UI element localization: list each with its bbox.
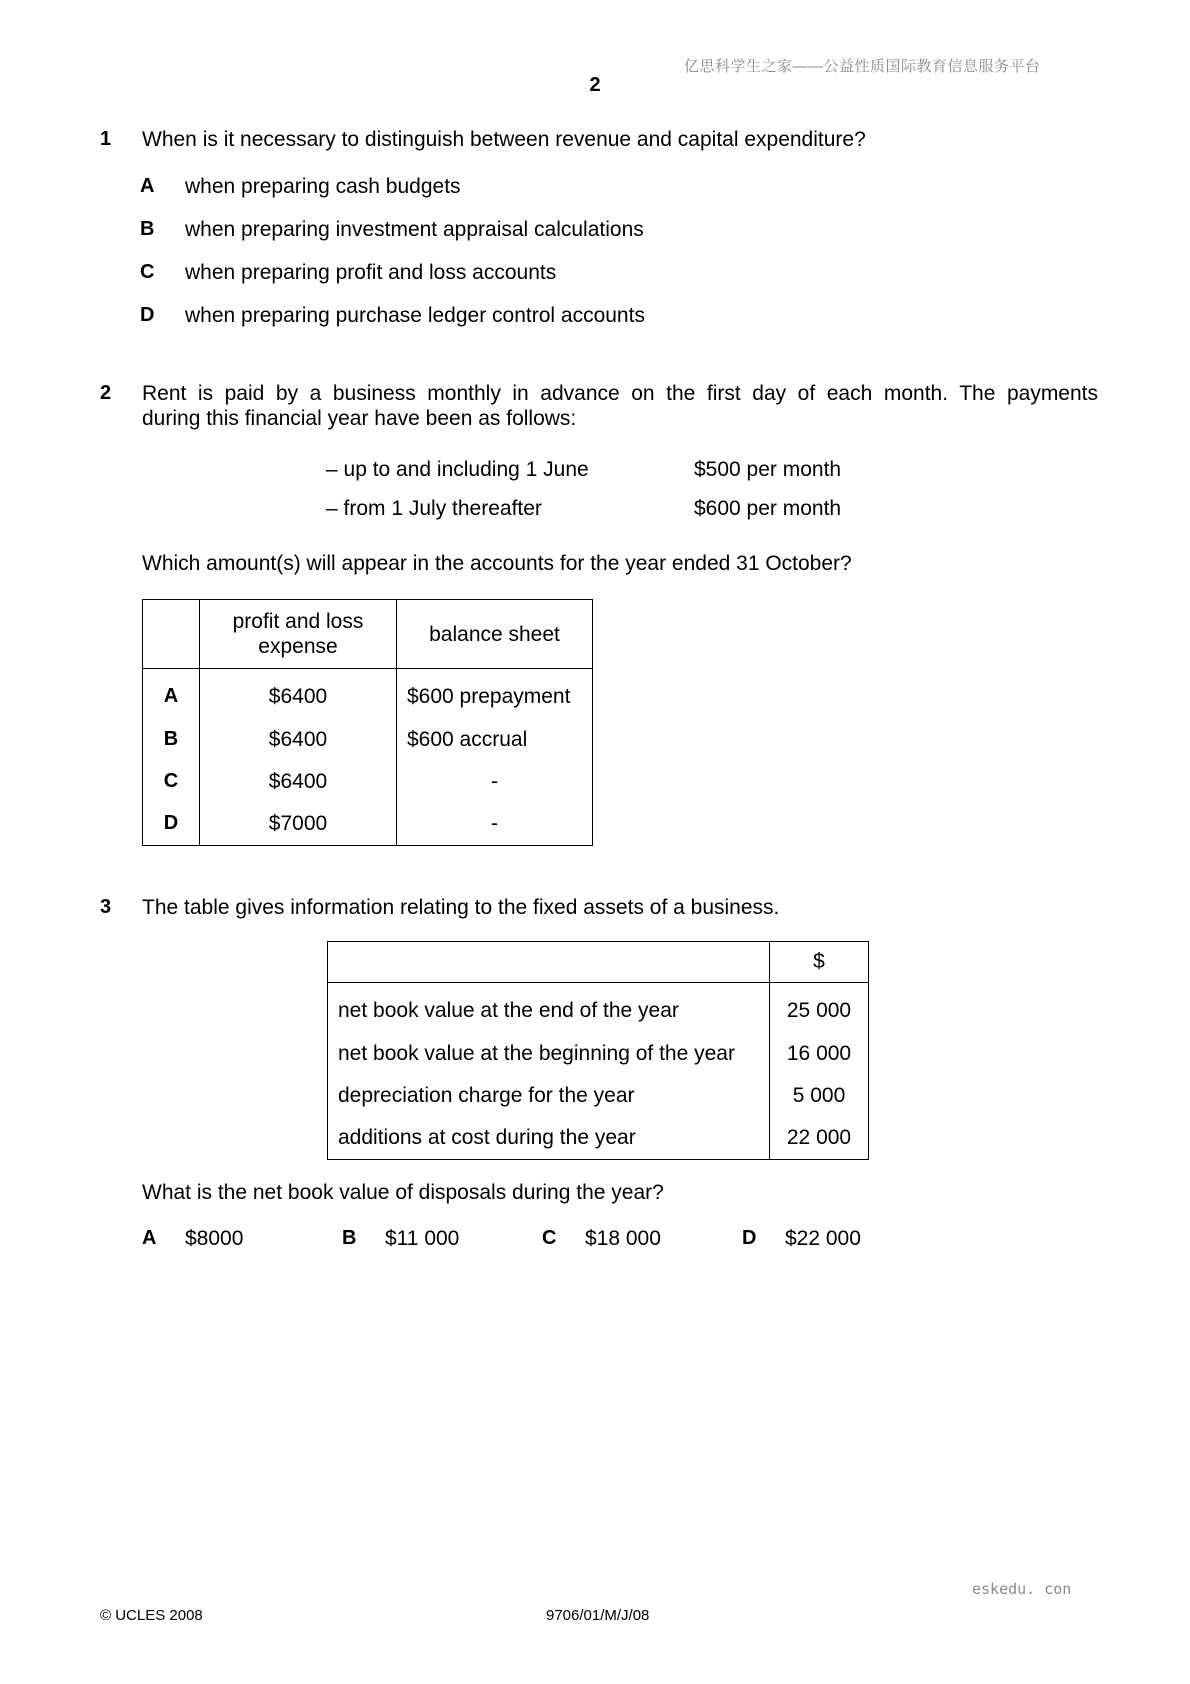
- q3-option-a-text: $8000: [185, 1227, 244, 1250]
- q1-option-a-text: when preparing cash budgets: [185, 175, 461, 198]
- row-bs-value: -: [397, 803, 593, 846]
- header-dollar: $: [770, 942, 869, 983]
- header-pl-line2: expense: [258, 635, 338, 658]
- row-letter: A: [143, 669, 200, 719]
- payment-amount-2: $600 per month: [694, 497, 842, 520]
- row-bs-value: -: [397, 761, 593, 803]
- table-header-row: [143, 600, 593, 669]
- question-3-intro: The table gives information relating to the fixed assets of a business.: [142, 896, 780, 919]
- question-2-text: Which amount(s) will appear in the accounts for the year ended 31 October?: [142, 552, 852, 575]
- row-bs-value: $600 accrual: [397, 719, 593, 761]
- q3-option-c-text: $18 000: [585, 1227, 661, 1250]
- footer-copyright: © UCLES 2008: [100, 1607, 203, 1624]
- row-pl-value: $6400: [200, 761, 397, 803]
- q3-option-b-text: $11 000: [385, 1227, 460, 1250]
- table-row: [143, 803, 593, 846]
- row-label: net book value at the end of the year: [328, 983, 770, 1033]
- row-label: depreciation charge for the year: [328, 1075, 770, 1117]
- footer-watermark: eskedu. con: [972, 1580, 1072, 1598]
- q1-option-c-letter: C: [140, 261, 155, 283]
- row-label: net book value at the beginning of the year: [328, 1033, 770, 1075]
- q3-option-c-letter: C: [542, 1227, 557, 1249]
- row-value: 25 000: [770, 983, 869, 1033]
- row-value: 22 000: [770, 1117, 869, 1160]
- payment-amount-1: $500 per month: [694, 458, 842, 481]
- question-3-number: 3: [100, 896, 112, 918]
- table-row: [143, 669, 593, 719]
- payment-period-1: – up to and including 1 June: [326, 458, 589, 481]
- question-2-number: 2: [100, 382, 112, 404]
- q3-option-b-letter: B: [342, 1227, 357, 1249]
- header-blank-cell: [328, 942, 770, 983]
- q1-option-b-letter: B: [140, 218, 155, 240]
- row-letter: C: [143, 761, 200, 803]
- footer-paper-code: 9706/01/M/J/08: [546, 1607, 650, 1624]
- table-row: [143, 719, 593, 761]
- q1-option-a-letter: A: [140, 175, 155, 197]
- page-number: 2: [589, 74, 601, 96]
- row-letter: B: [143, 719, 200, 761]
- table-row: [328, 983, 869, 1033]
- table-row: [143, 761, 593, 803]
- table-header-row: [328, 942, 869, 983]
- question-1-text: When is it necessary to distinguish between revenue and capital expenditure?: [142, 128, 866, 151]
- q1-option-d-letter: D: [140, 304, 155, 326]
- question-2-intro-line2: during this financial year have been as follows:: [142, 407, 577, 430]
- payment-period-2: – from 1 July thereafter: [326, 497, 542, 520]
- question-1-number: 1: [100, 128, 112, 150]
- header-profit-and-loss: [200, 600, 397, 669]
- row-label: additions at cost during the year: [328, 1117, 770, 1160]
- table-row: [328, 1033, 869, 1075]
- row-pl-value: $7000: [200, 803, 397, 846]
- q3-option-a-letter: A: [142, 1227, 157, 1249]
- q1-option-d-text: when preparing purchase ledger control accounts: [185, 304, 645, 327]
- question-2-answer-table: [142, 599, 593, 846]
- row-value: 5 000: [770, 1075, 869, 1117]
- q1-option-b-text: when preparing investment appraisal calculations: [185, 218, 644, 241]
- header-balance-sheet: balance sheet: [397, 600, 593, 669]
- question-3-text: What is the net book value of disposals during the year?: [142, 1181, 664, 1204]
- row-value: 16 000: [770, 1033, 869, 1075]
- row-letter: D: [143, 803, 200, 846]
- header-blank-cell: [143, 600, 200, 669]
- fixed-assets-table: [327, 941, 869, 1160]
- table-row: [328, 1117, 869, 1160]
- q1-option-c-text: when preparing profit and loss accounts: [185, 261, 557, 284]
- question-2-intro-line1: Rent is paid by a business monthly in advance on the first day of each month. The payments: [142, 382, 1098, 405]
- row-pl-value: $6400: [200, 669, 397, 719]
- header-watermark: 亿思科学生之家——公益性质国际教育信息服务平台: [684, 58, 1041, 75]
- q3-option-d-letter: D: [742, 1227, 757, 1249]
- q3-option-d-text: $22 000: [785, 1227, 861, 1250]
- row-pl-value: $6400: [200, 719, 397, 761]
- header-pl-line1: profit and loss: [232, 610, 364, 633]
- row-bs-value: $600 prepayment: [397, 669, 593, 719]
- table-row: [328, 1075, 869, 1117]
